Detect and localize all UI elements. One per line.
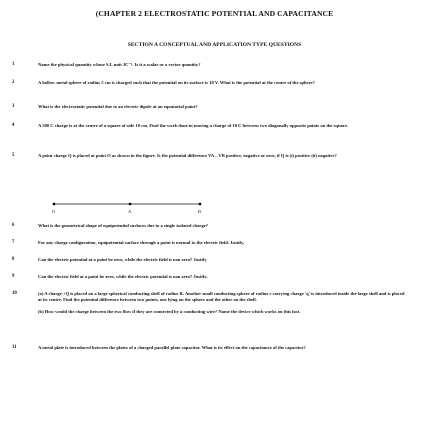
question-text: A metal plate is introduced between the plates of a charged parallel plate capacitor. What is its effect on the capacitance of the capacitor?: [38, 345, 306, 350]
question-9: [12, 274, 408, 280]
question-7: [12, 240, 408, 246]
question-text: Name the physical quantity whose S.I. unit JC⁻¹. Is it a scalar or a vector quantity?: [38, 62, 201, 67]
question-number: 5: [12, 153, 15, 158]
question-8: [12, 257, 408, 263]
question-number: 4: [12, 123, 15, 128]
question-number: 1: [12, 62, 15, 67]
question-text: A point charge Q is placed at point O as shown in the figure. Is the potential difference VA – VB positive, negative or zero, if Q is (i) positive (ii) negative?: [38, 153, 337, 158]
question-3: [12, 104, 408, 110]
figure-label-b: B: [198, 209, 202, 214]
charge-figure: [50, 200, 210, 220]
question-text: What is the geometrical shape of equipotential surfaces due to a single isolated charge?: [38, 223, 209, 228]
question-4: [12, 123, 408, 129]
question-number: 7: [12, 240, 15, 245]
question-5: [12, 153, 408, 159]
question-text: For any charge configuration, equipotential surface through a point is normal to the electric field. Justify.: [38, 240, 245, 245]
figure-label-a: A: [128, 209, 132, 214]
question-1: [12, 62, 408, 68]
question-number: 11: [12, 345, 17, 350]
question-text: A hollow metal sphere of radius 5 cm is charged such that the potential on its surface is 10 V. What is the potential at the centre of the sphere?: [38, 80, 315, 85]
question-text: (a) A charge +Q is placed on a large spherical conducting shell of radius R. Another small conducting sphere of radius r carrying charge 'q' is introduced inside the large shell and is placed at its centre. Find the potential difference between two points, one lying on the sphere and the other on the shell.: [38, 291, 405, 302]
question-number: 10: [12, 291, 17, 296]
question-number: 9: [12, 274, 15, 279]
question-11: [12, 345, 408, 351]
figure-label-o: O: [52, 209, 56, 214]
section-heading: SECTION A CONCEPTUAL AND APPLICATION TYPE QUESTIONS: [127, 42, 302, 48]
question-2: [12, 80, 408, 86]
question-number: 3: [12, 104, 15, 109]
question-text: Can the electric field at a point be zero, while the electric potential is non zero? Justify.: [38, 274, 208, 279]
question-number: 6: [12, 223, 15, 228]
question-text: A 500 C charge is at the centre of a square of side 10 cm. Find the work done in moving a charge of 10 C between two diagonally opposite points on the square.: [38, 123, 348, 128]
question-10: [12, 291, 408, 315]
chapter-title: (CHAPTER 2 ELECTROSTATIC POTENTIAL AND CAPACITANCE: [95, 9, 334, 18]
question-6: [12, 223, 408, 229]
question-subpart: (b) How would the charge between the two flow if they are connected by a conducting wire? Name the device which works on this fact.: [38, 309, 301, 314]
question-number: 2: [12, 80, 15, 85]
question-text: What is the electrostatic potential due to an electric dipole at an equatorial point?: [38, 104, 198, 109]
question-number: 8: [12, 257, 15, 262]
question-text: Can the electric potential at a point be zero, while the electric field is non zero? Justify: [38, 257, 207, 262]
